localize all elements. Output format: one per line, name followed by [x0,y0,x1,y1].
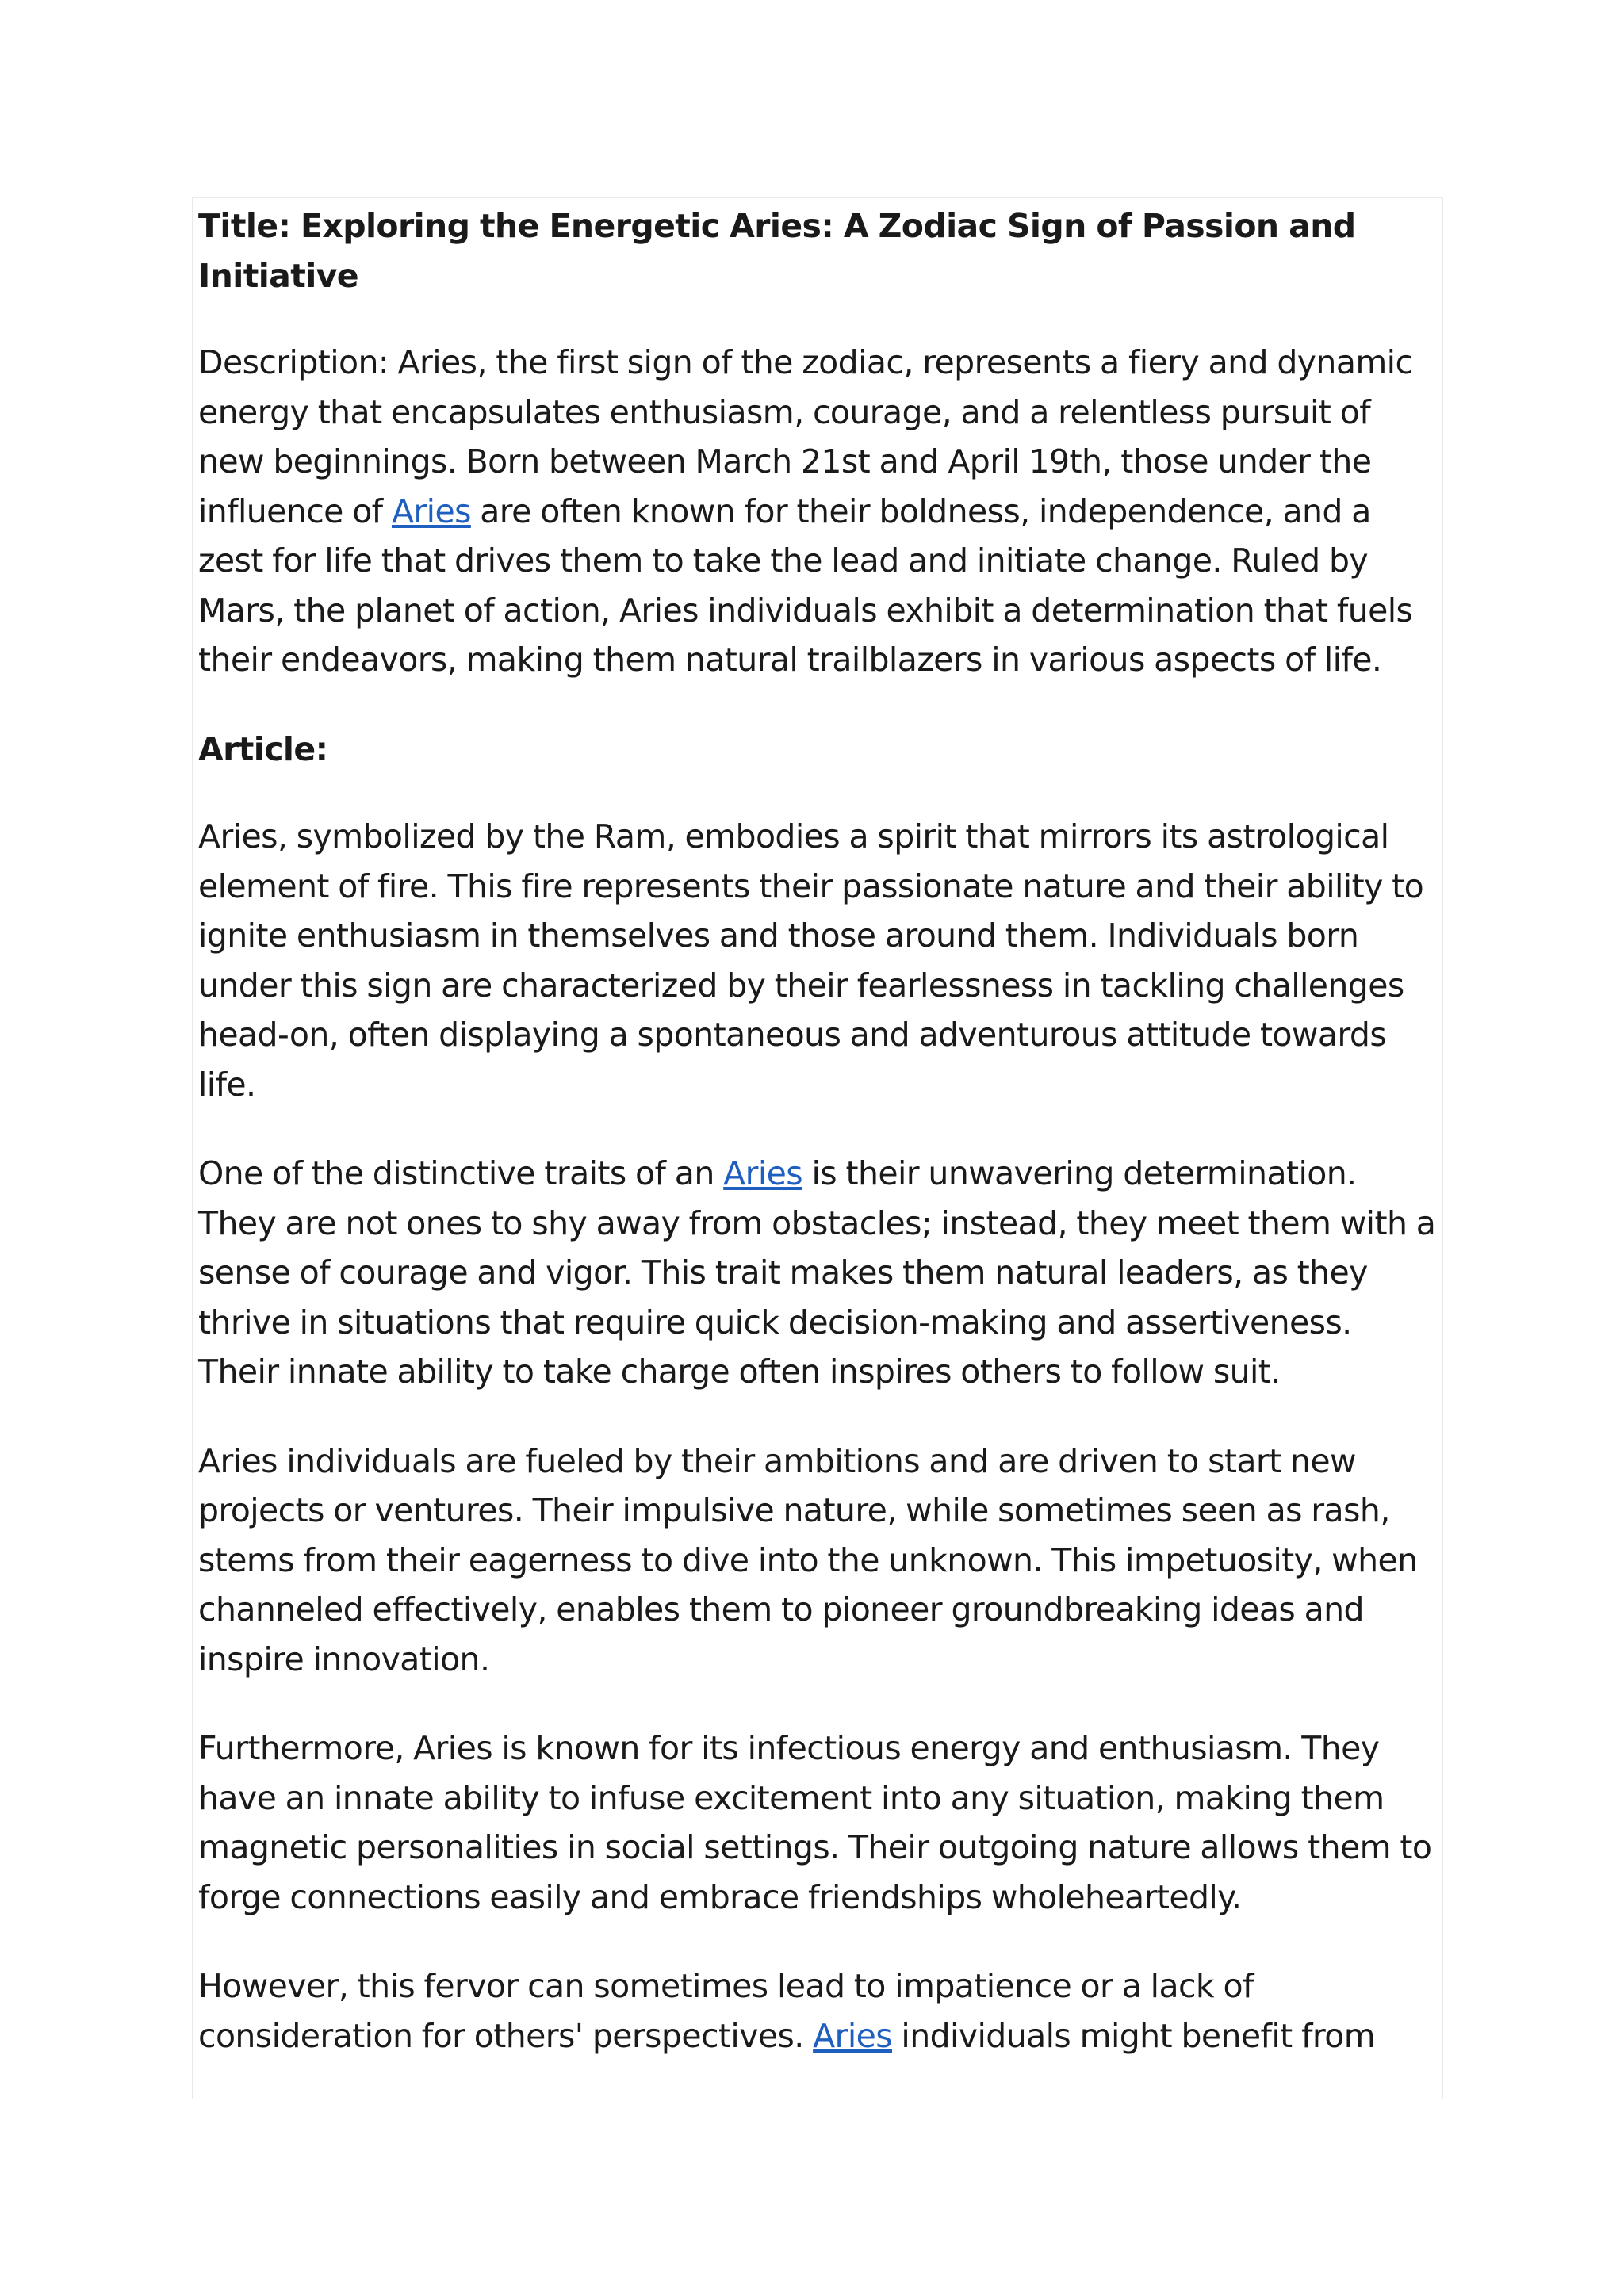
article-heading: Article: [198,729,328,768]
article-paragraph-4: Furthermore, Aries is known for its infectious energy and enthusiasm. They have an innate ability to infuse excitement into any situation, making them magnetic personalities in social settings. Their outgoing nature allows them to forge connections easily and embrace friendships wholeheartedly. [198,1729,1432,1916]
document-body [198,201,1440,2100]
article-paragraph-1: Aries, symbolized by the Ram, embodies a spirit that mirrors its astrological element of fire. This fire represents their passionate nature and their ability to ignite enthusiasm in themselves and those around them. Individuals born under this sign are characterized by their fearlessness in tackling challenges head-on, often displaying a spontaneous and adventurous attitude towards life. [198,817,1424,1104]
article-paragraph-2 [198,1149,1440,1397]
article-paragraph-5 [198,1961,1440,2061]
paragraph-5-text-start: However, this fervor can sometimes lead to impatience or a lack of consideration for others' perspectives. [198,1967,1254,2055]
article-paragraph-3: Aries individuals are fueled by their ambitions and are driven to start new projects or ventures. Their impulsive nature, while sometimes seen as rash, stems from their eagerness to dive into the unknown. This impetuosity, when channeled effectively, enables them to pioneer groundbreaking ideas and inspire innovation. [198,1441,1418,1678]
paragraph-2-text-start: One of the distinctive traits of an [198,1154,724,1192]
description-text-end: are often known for their boldness, independence, and a zest for life that drives them to take the lead and initiate change. Ruled by Mars, the planet of action, Aries individuals exhibit a determination that fuels their endeavors, making them natural trailblazers in various aspects of life. [198,492,1413,679]
paragraph-2-text-end: is their unwavering determination. They are not ones to shy away from obstacles; instead, they meet them with a sense of courage and vigor. This trait makes them natural leaders, as they thrive in situations that require quick decision-making and assertiveness. Their innate ability to take charge often inspires others to follow suit. [198,1154,1436,1391]
description-paragraph [198,338,1440,685]
description-text-start: Description: Aries, the first sign of the zodiac, represents a fiery and dynamic energy that encapsulates enthusiasm, courage, and a relentless pursuit of new beginnings. Born between March 21st and April 19th, those under the influence of [198,343,1413,530]
paragraph-5-text-end: individuals might benefit from [892,2016,1376,2055]
aries-link[interactable]: Aries [723,1154,803,1192]
aries-link[interactable]: Aries [391,492,471,530]
aries-link[interactable]: Aries [813,2016,892,2055]
document-title: Title: Exploring the Energetic Aries: A Zodiac Sign of Passion and Initiative [198,207,1356,295]
